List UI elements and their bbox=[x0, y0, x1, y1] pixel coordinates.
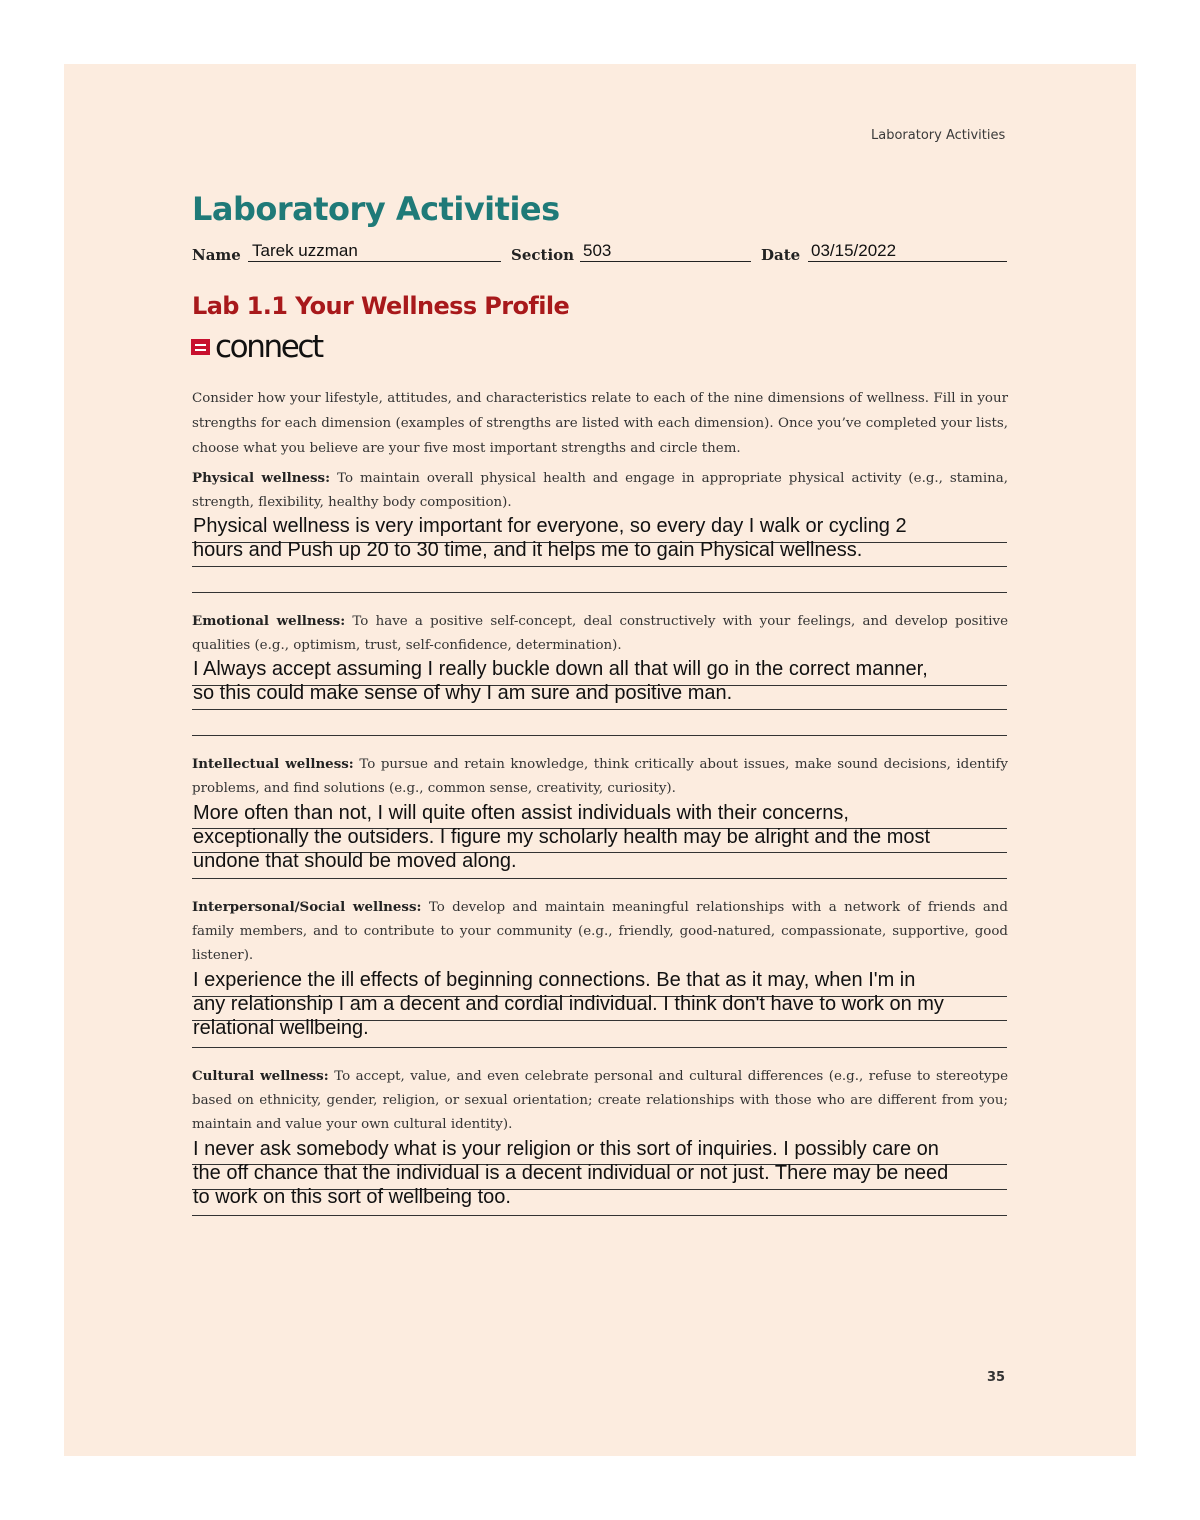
dimension-description: To accept, value, and even celebrate personal and cultural differences (e.g., refuse to stereotype based on ethnicity, gender, religion, or sexual orientation; create relationships with those who are different from you; maintain and value your own cultural identity). bbox=[192, 1069, 1008, 1132]
answer-line bbox=[192, 1047, 1007, 1048]
physical-wellness-prompt bbox=[192, 466, 1008, 515]
page-number: 35 bbox=[987, 1370, 1006, 1385]
cultural-answer-line-3[interactable]: to work on this sort of wellbeing too. bbox=[193, 1186, 511, 1208]
answer-line bbox=[192, 566, 1007, 567]
social-wellness-prompt bbox=[192, 895, 1008, 968]
date-label: Date bbox=[761, 246, 801, 264]
intellectual-answer-line-3[interactable]: undone that should be moved along. bbox=[193, 850, 517, 872]
name-field[interactable]: Tarek uzzman bbox=[252, 241, 358, 260]
dimension-name: Interpersonal/Social wellness: bbox=[192, 899, 422, 915]
section-field-line bbox=[580, 261, 751, 262]
section-label: Section bbox=[511, 246, 575, 264]
dimension-description: To maintain overall physical health and engage in appropriate physical activity (e.g., stamina, strength, flexibility, healthy body composition). bbox=[192, 471, 1008, 510]
connect-logo bbox=[191, 330, 322, 364]
name-field-line bbox=[248, 261, 501, 262]
answer-line bbox=[192, 592, 1007, 593]
section-field[interactable]: 503 bbox=[583, 241, 612, 260]
cultural-wellness-prompt bbox=[192, 1064, 1008, 1137]
running-head: Laboratory Activities bbox=[871, 128, 1006, 143]
connect-logo-icon bbox=[191, 339, 210, 355]
emotional-answer-line-2[interactable]: so this could make sense of why I am sure and positive man. bbox=[193, 682, 733, 704]
lab-title: Lab 1.1 Your Wellness Profile bbox=[192, 292, 570, 320]
dimension-name: Emotional wellness: bbox=[192, 613, 346, 629]
answer-line bbox=[192, 709, 1007, 710]
social-answer-line-2[interactable]: any relationship I am a decent and cordial individual. I think don't have to work on my bbox=[193, 993, 944, 1015]
social-answer-line-3[interactable]: relational wellbeing. bbox=[193, 1017, 369, 1039]
intellectual-answer-line-2[interactable]: exceptionally the outsiders. I figure my scholarly health may be alright and the most bbox=[193, 826, 931, 848]
answer-line bbox=[192, 878, 1007, 879]
emotional-wellness-prompt bbox=[192, 609, 1008, 658]
date-field-line bbox=[808, 261, 1007, 262]
connect-logo-text: connect bbox=[215, 329, 322, 365]
dimension-name: Intellectual wellness: bbox=[192, 756, 354, 772]
physical-answer-line-1[interactable]: Physical wellness is very important for everyone, so every day I walk or cycling 2 bbox=[193, 515, 907, 537]
name-label: Name bbox=[192, 246, 241, 264]
dimension-name: Cultural wellness: bbox=[192, 1068, 329, 1084]
answer-line bbox=[192, 1215, 1007, 1216]
emotional-answer-line-1[interactable]: I Always accept assuming I really buckle down all that will go in the correct manner, bbox=[193, 658, 928, 680]
dimension-description: To develop and maintain meaningful relationships with a network of friends and family members, and to contribute to your community (e.g., friendly, good-natured, compassionate, supportive, good listener). bbox=[192, 900, 1008, 963]
dimension-description: To have a positive self-concept, deal constructively with your feelings, and develop positive qualities (e.g., optimism, trust, self-confidence, determination). bbox=[192, 614, 1008, 653]
social-answer-line-1[interactable]: I experience the ill effects of beginning connections. Be that as it may, when I'm in bbox=[193, 969, 916, 991]
cultural-answer-line-1[interactable]: I never ask somebody what is your religion or this sort of inquiries. I possibly care on bbox=[193, 1138, 939, 1160]
intellectual-wellness-prompt bbox=[192, 752, 1008, 801]
intellectual-answer-line-1[interactable]: More often than not, I will quite often assist individuals with their concerns, bbox=[193, 802, 849, 824]
physical-answer-line-2[interactable]: hours and Push up 20 to 30 time, and it helps me to gain Physical wellness. bbox=[193, 539, 863, 561]
dimension-description: To pursue and retain knowledge, think critically about issues, make sound decisions, identify problems, and find solutions (e.g., common sense, creativity, curiosity). bbox=[192, 757, 1008, 796]
page-title: Laboratory Activities bbox=[192, 190, 560, 228]
instructions: Consider how your lifestyle, attitudes, and characteristics relate to each of the nine dimensions of wellness. Fill in your strengths for each dimension (examples of strengths are listed with each dimension). Once you’ve completed your lists, choose what you believe are your five most important strengths and circle them. bbox=[192, 391, 1008, 456]
cultural-answer-line-2[interactable]: the off chance that the individual is a decent individual or not just. There may be need bbox=[193, 1162, 949, 1184]
dimension-name: Physical wellness: bbox=[192, 470, 331, 486]
answer-line bbox=[192, 735, 1007, 736]
date-field[interactable]: 03/15/2022 bbox=[811, 241, 897, 260]
